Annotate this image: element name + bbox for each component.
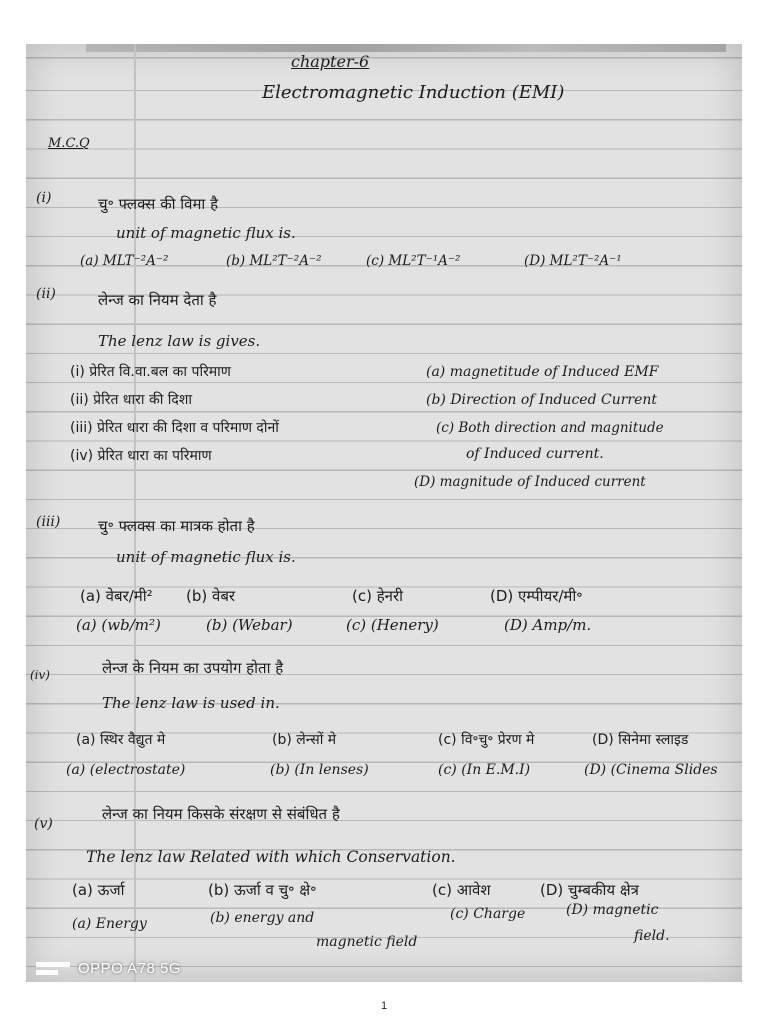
option-hindi: (b) लेन्सों मे [272, 732, 337, 748]
question-hindi: लेन्ज का नियम किसके संरक्षण से संबंधित है [102, 805, 340, 823]
question-english: The lenz law Related with which Conservation. [86, 848, 456, 866]
option-english: (c) Charge [450, 906, 526, 922]
option-english: (b) (In lenses) [270, 762, 369, 778]
option-hindi: (a) वेबर/मी² [80, 587, 153, 605]
margin-line [134, 44, 136, 982]
option-hindi: (c) आवेश [432, 881, 491, 899]
option-hindi: (iv) प्रेरित धारा का परिमाण [70, 448, 212, 464]
question-number: (i) [36, 190, 52, 206]
camera-watermark-text: OPPO A78 5G [78, 960, 182, 977]
option-english: (a) (wb/m²) [76, 616, 161, 634]
question-number: (v) [34, 816, 53, 832]
option-hindi: (c) वि॰चु॰ प्रेरण मे [438, 732, 535, 748]
option-english: (b) Direction of Induced Current [426, 392, 658, 408]
option-english: (b) (Webar) [206, 616, 293, 634]
question-hindi: चु॰ फ्लक्स की विमा है [98, 195, 219, 213]
option-hindi: (D) सिनेमा स्लाइड [592, 732, 689, 748]
question-english: The lenz law is used in. [102, 694, 280, 712]
camera-logo-icon [36, 962, 70, 976]
option-hindi: (i) प्रेरित वि.वा.बल का परिमाण [70, 364, 231, 380]
question-english: unit of magnetic flux is. [116, 548, 296, 566]
option-english: of Induced current. [466, 446, 604, 462]
option-english: (D) magnitude of Induced current [414, 474, 646, 490]
question-number: (iii) [36, 514, 61, 530]
option-hindi: (c) हेनरी [352, 587, 404, 605]
option-hindi: (D) एम्पीयर/मी॰ [490, 587, 583, 605]
question-number: (iv) [30, 668, 50, 682]
option-hindi: (a) स्थिर वैद्युत मे [76, 732, 166, 748]
option-english: (D) (Cinema Slides [584, 762, 718, 778]
chapter-title: Electromagnetic Induction (EMI) [262, 82, 565, 103]
option: (c) ML²T⁻¹A⁻² [366, 253, 461, 269]
option-hindi: (b) ऊर्जा व चु॰ क्षे॰ [208, 881, 317, 899]
option-english: (c) (Henery) [346, 616, 439, 634]
question-english: unit of magnetic flux is. [116, 224, 296, 242]
option-hindi: (ii) प्रेरित धारा की दिशा [70, 392, 192, 408]
option-hindi: (a) ऊर्जा [72, 881, 125, 899]
section-label: M.C.Q [48, 136, 90, 151]
notebook-page-photo [26, 44, 742, 982]
option-english: (b) energy and [210, 910, 315, 926]
option-english: (D) Amp/m. [504, 616, 592, 634]
option-english: (a) Energy [72, 916, 147, 932]
option: (D) ML²T⁻²A⁻¹ [524, 253, 622, 269]
camera-watermark [36, 960, 181, 977]
option-english: (a) (electrostate) [66, 762, 186, 778]
option: (b) ML²T⁻²A⁻² [226, 253, 322, 269]
option-hindi: (D) चुम्बकीय क्षेत्र [540, 881, 639, 899]
question-hindi: चु॰ फ्लक्स का मात्रक होता है [98, 517, 255, 535]
option-english: (c) Both direction and magnitude [436, 420, 664, 436]
option-hindi: (b) वेबर [186, 587, 236, 605]
option-english: magnetic field [316, 934, 418, 950]
option: (a) MLT⁻²A⁻² [80, 253, 169, 269]
question-hindi: लेन्ज के नियम का उपयोग होता है [102, 659, 284, 677]
option-english: (c) (In E.M.I) [438, 762, 531, 778]
chapter-heading: chapter-6 [291, 52, 370, 71]
question-english: The lenz law is gives. [98, 332, 261, 350]
option-english: (D) magnetic [566, 902, 659, 918]
question-number: (ii) [36, 286, 56, 302]
question-hindi: लेन्ज का नियम देता है [98, 291, 217, 309]
option-english: field. [634, 928, 670, 944]
option-english: (a) magnetitude of Induced EMF [426, 364, 659, 380]
option-hindi: (iii) प्रेरित धारा की दिशा व परिमाण दोनों [70, 420, 279, 436]
page-number: 1 [380, 1000, 388, 1012]
